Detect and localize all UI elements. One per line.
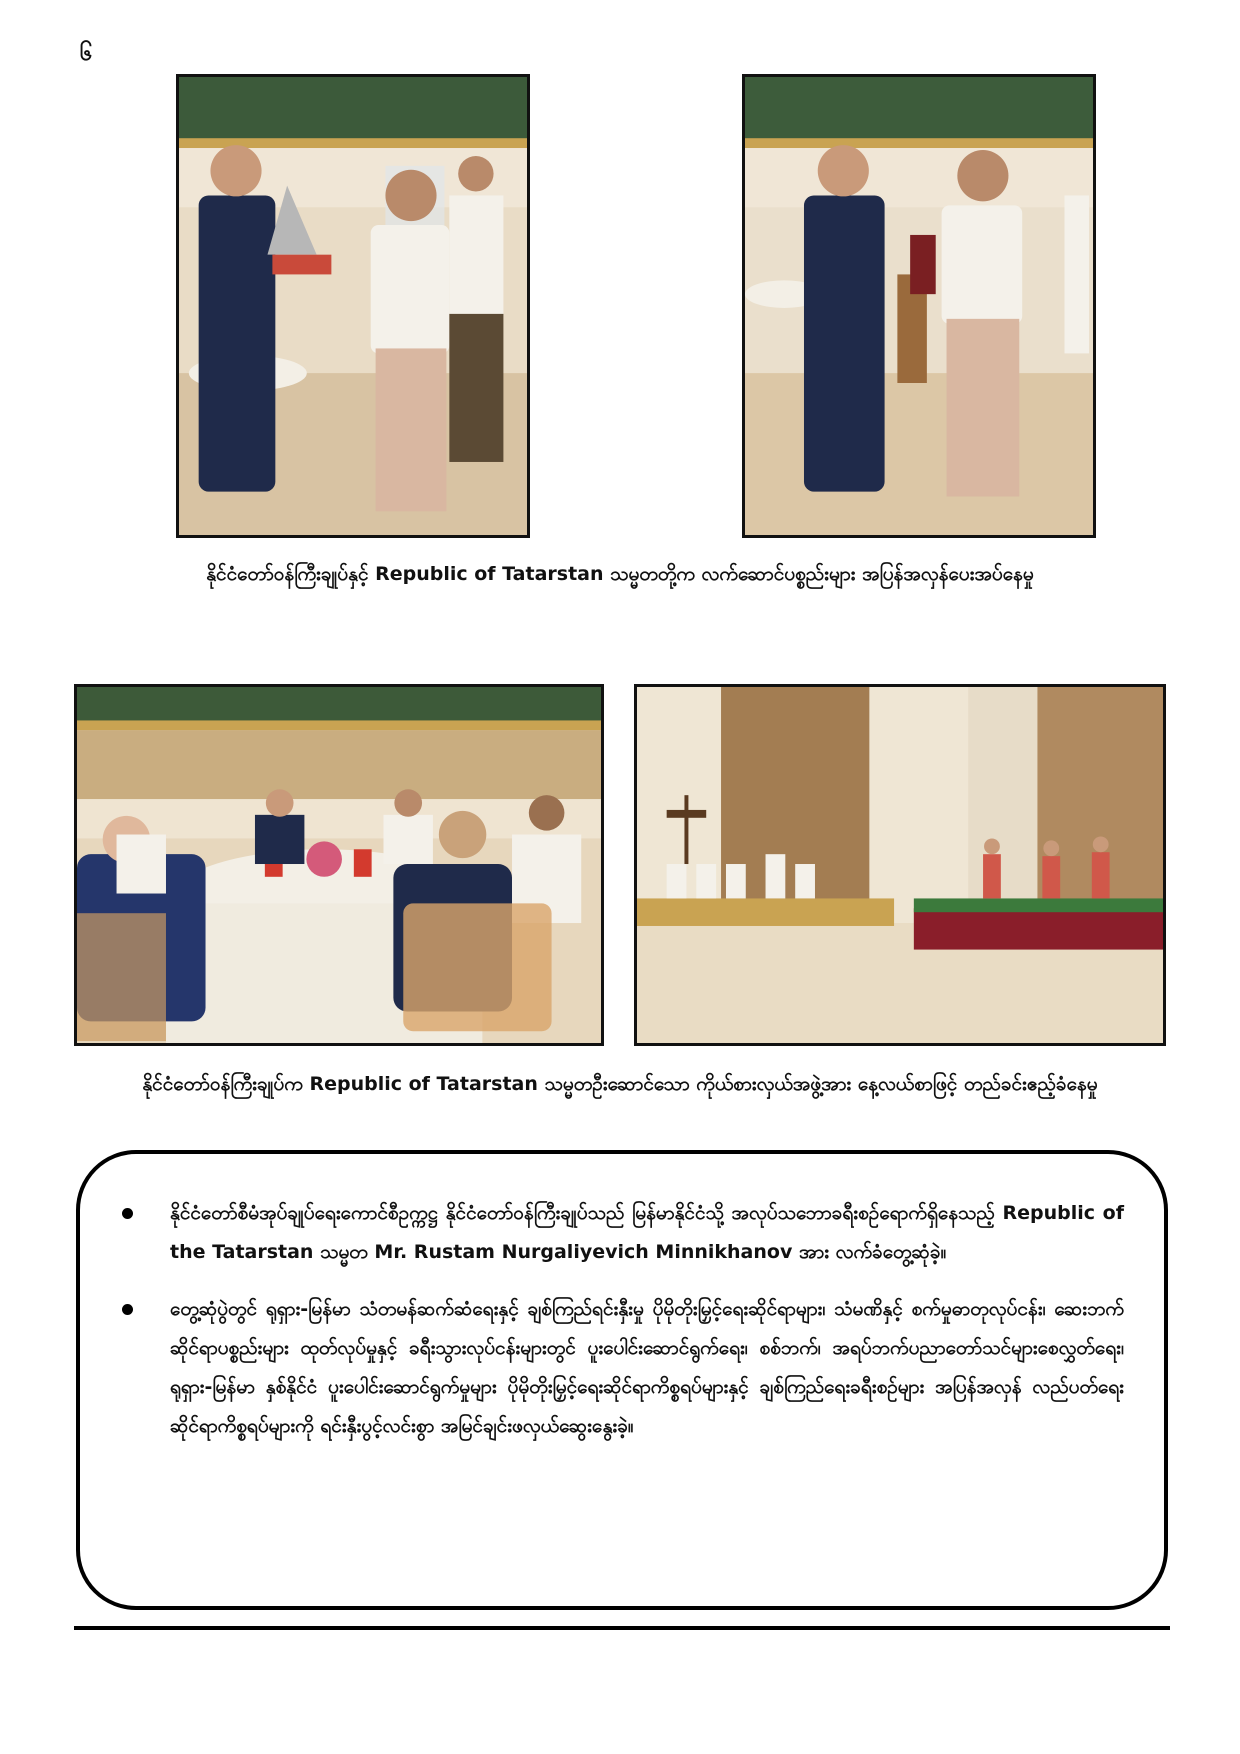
photo-cultural-performance bbox=[634, 684, 1166, 1046]
bullet-icon bbox=[122, 1304, 133, 1315]
summary-bullet-text: တွေ့ဆုံပွဲတွင် ရုရှား-မြန်မာ သံတမန်ဆက်ဆံရေးနှင့် ချစ်ကြည်ရင်းနှီးမှု ပိုမိုတိုးမြှင့်ရေးဆိုင်ရာများ၊ သံမဏိနှင့် စက်မှုဓာတုလုပ်ငန်း၊ ဆေးဘက်ဆိုင်ရာပစ္စည်းများ ထုတ်လုပ်မှုနှင့် ခရီးသွားလုပ်ငန်းများတွင် ပူးပေါင်းဆောင်ရွက်ရေး၊ စစ်ဘက်၊ အရပ်ဘက်ပညာတော်သင်များစေလွှတ်ရေး၊ ရုရှား-မြန်မာ နှစ်နိုင်ငံ ပူးပေါင်းဆောင်ရွက်မှုများ ပိုမိုတိုးမြှင့်ရေးဆိုင်ရာကိစ္စရပ်များနှင့် ချစ်ကြည်ရေးခရီးစဉ်များ အပြန်အလှန် လည်ပတ်ရေးဆိုင်ရာကိစ္စရပ်များကို ရင်းနှီးပွင့်လင်းစွာ အမြင်ချင်းဖလှယ်ဆွေးနွေးခဲ့။ bbox=[170, 1298, 1124, 1437]
photo-dinner-table bbox=[74, 684, 604, 1046]
photo-caption: နိုင်ငံတော်ဝန်ကြီးချုပ်နှင့် Republic of Tatarstan သမ္မတတို့က လက်ဆောင်ပစ္စည်းများ အပြန်အလှန်ပေးအပ်နေမှု bbox=[206, 563, 1034, 585]
photo-caption: နိုင်ငံတော်ဝန်ကြီးချုပ်က Republic of Tatarstan သမ္မတဦးဆောင်သော ကိုယ်စားလှယ်အဖွဲ့အား နေ့လယ်စာဖြင့် တည်ခင်းဧည့်ခံနေမှု bbox=[142, 1073, 1098, 1095]
page-number: ၆ bbox=[80, 41, 93, 66]
summary-box bbox=[76, 1150, 1168, 1610]
summary-bullet-list bbox=[120, 1194, 1124, 1446]
bullet-icon bbox=[122, 1208, 133, 1219]
photo-gift-exchange-2 bbox=[742, 74, 1096, 538]
summary-bullet bbox=[120, 1290, 1124, 1446]
photo-gift-exchange-1 bbox=[176, 74, 530, 538]
summary-bullet-text: နိုင်ငံတော်စီမံအုပ်ချုပ်ရေးကောင်စီဥက္ကဋ္ဌ နိုင်ငံတော်ဝန်ကြီးချုပ်သည် မြန်မာနိုင်ငံသို့ အလုပ်သဘောခရီးစဉ်ရောက်ရှိနေသည့် Republic of the Tatarstan သမ္မတ Mr. Rustam Nurgaliyevich Minnikhanov အား လက်ခံတွေ့ဆုံခဲ့။ bbox=[170, 1202, 1124, 1263]
horizontal-divider bbox=[74, 1626, 1170, 1630]
summary-bullet bbox=[120, 1194, 1124, 1272]
